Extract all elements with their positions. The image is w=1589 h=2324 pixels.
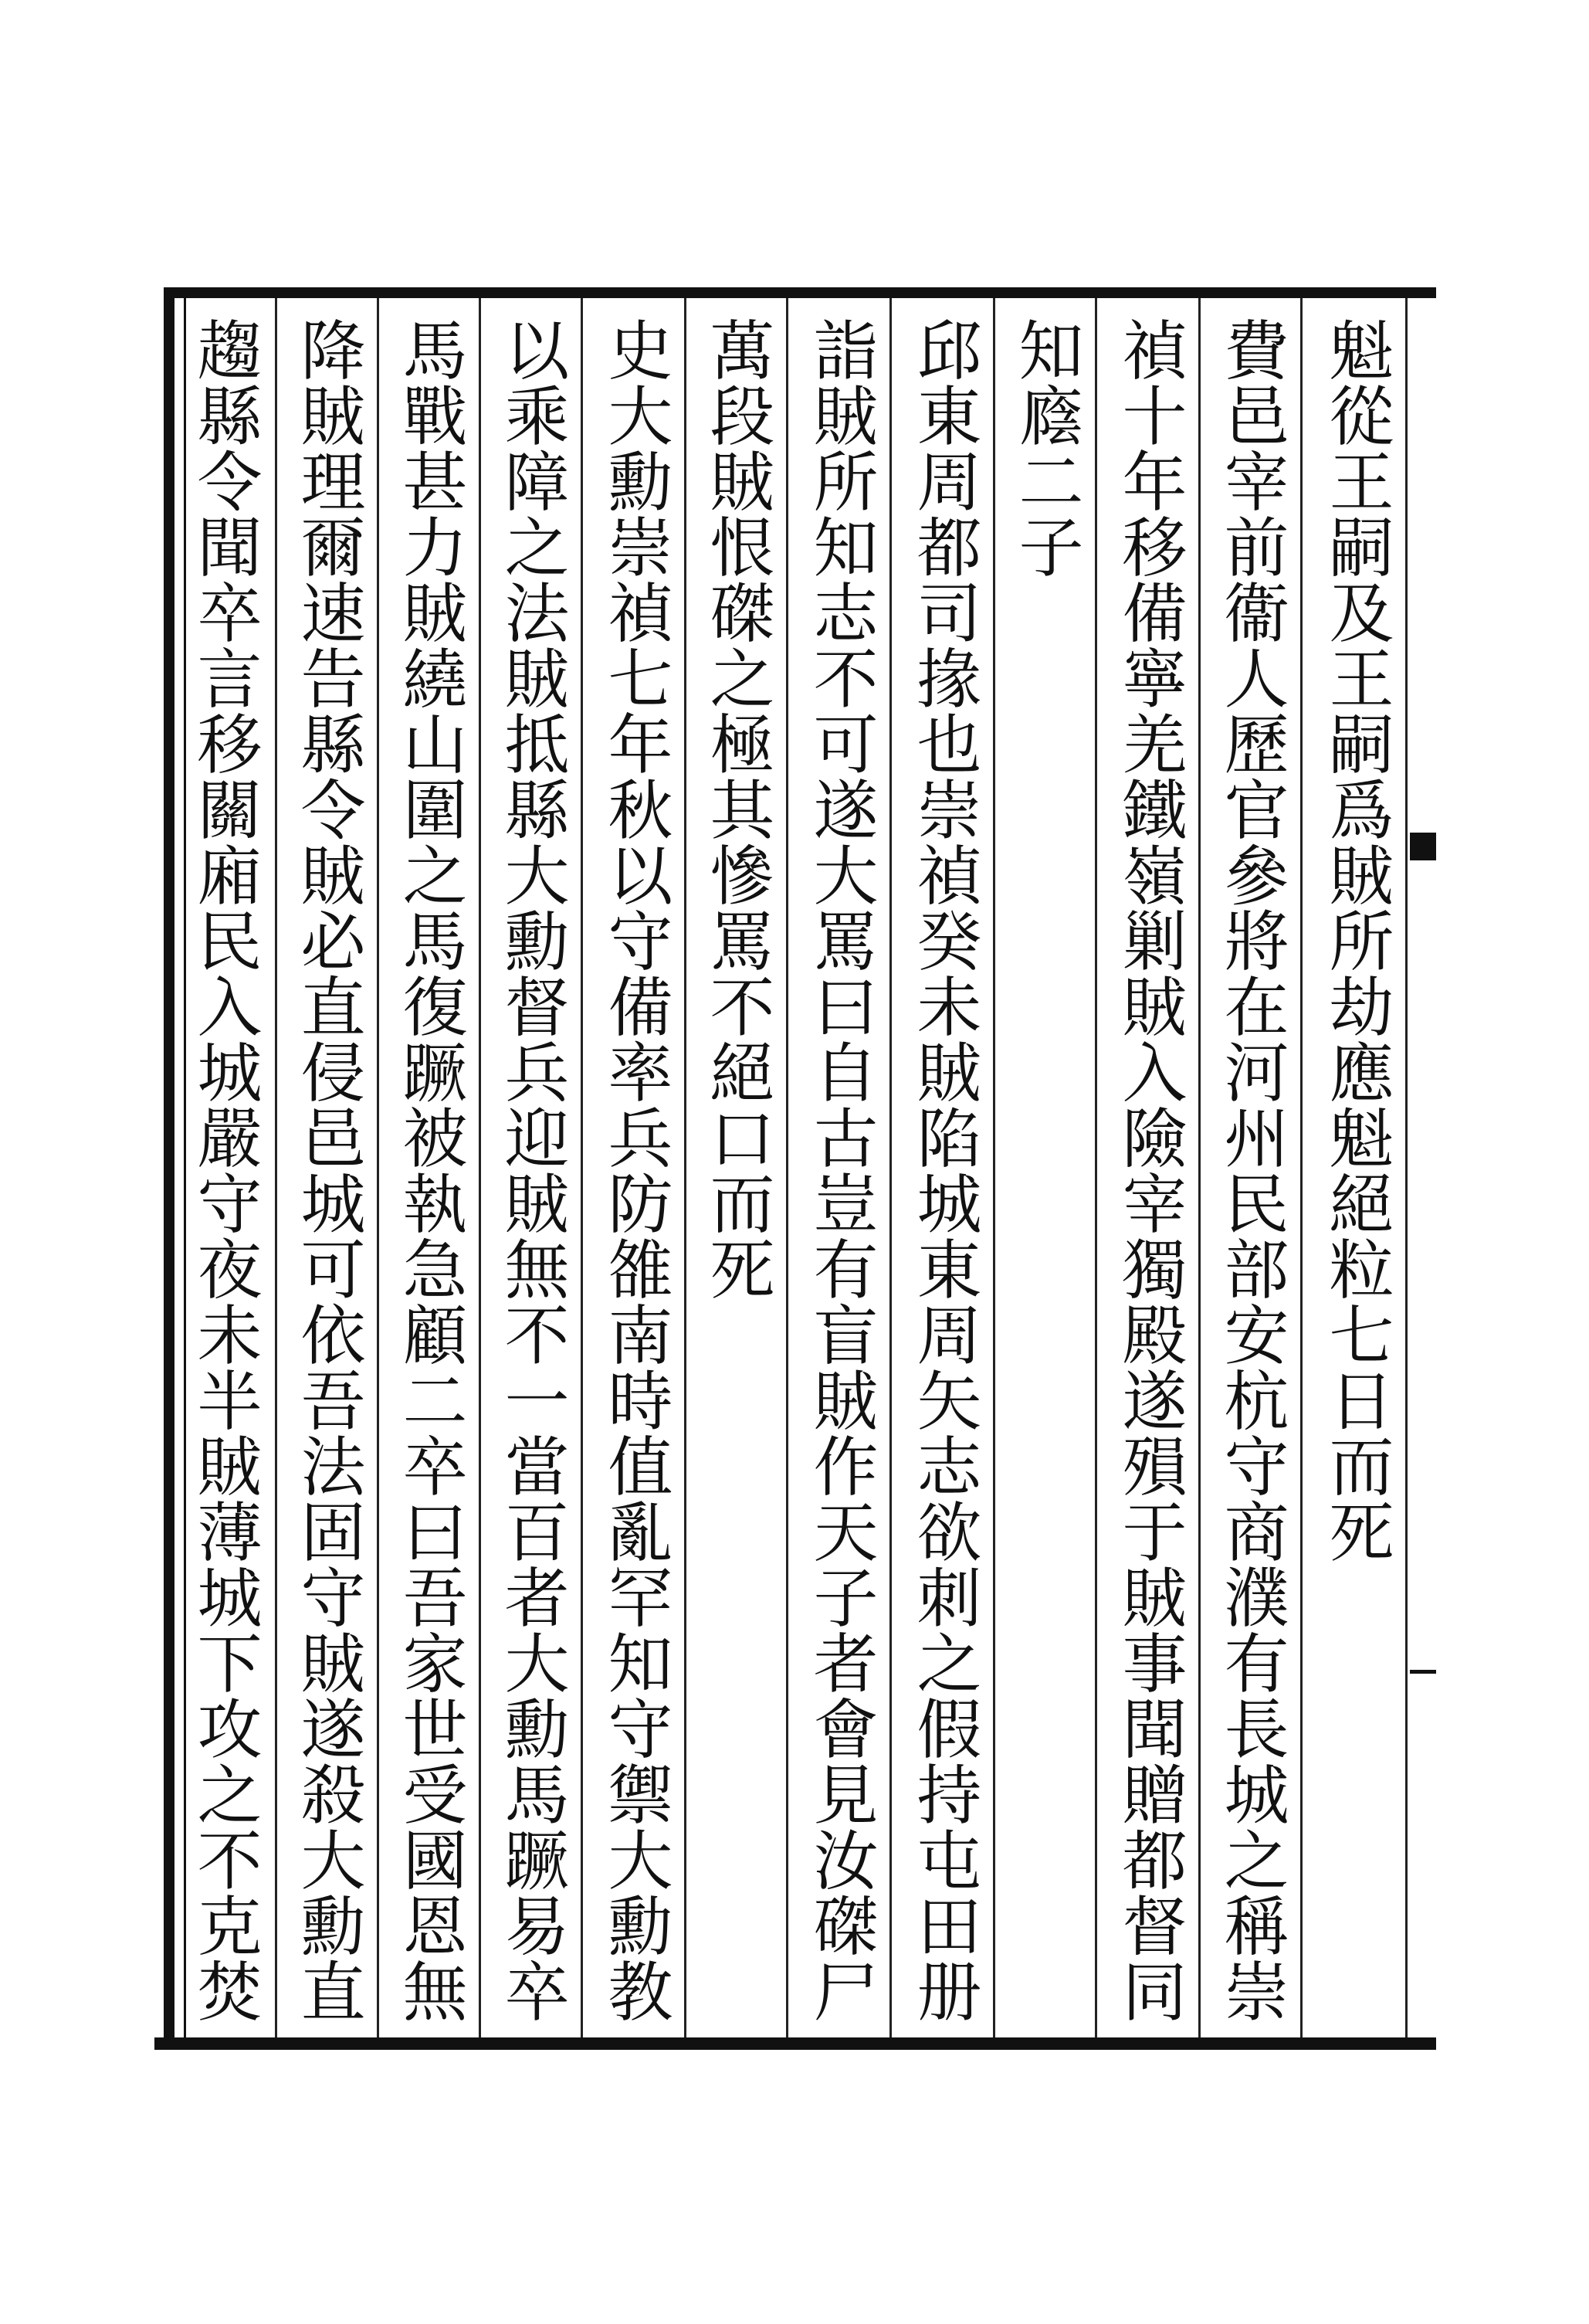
edge-mark-fishtail [1410,833,1436,860]
text-column-2: 費邑宰前衞人歷官參將在河州民部安杭守商濮有長城之稱崇 [1214,317,1289,2024]
column-rule [889,298,892,2037]
column-rule [1095,298,1097,2037]
frame-left-border [164,287,174,2050]
text-column-5: 邱東周都司掾也崇禎癸未賊陷城東周矢志欲刺之假持屯田册 [906,317,982,2024]
text-column-3: 禎十年移備寧羌鐵嶺剿賊入險宰獨殿遂殞于賊事聞贈都督同 [1112,317,1188,2024]
column-rule [581,298,583,2037]
column-rule [1300,298,1303,2037]
text-column-10: 馬戰甚力賊繞山圍之馬復蹶被執急顧二卒曰吾家世受國恩無 [392,317,468,2024]
frame-top-border [164,287,1436,298]
column-rule [377,298,379,2037]
text-column-4: 知廕二子 [1008,317,1084,579]
edge-mark-line [1410,1670,1436,1674]
column-rule [993,298,995,2037]
text-column-9: 以乘障之法賊抵縣大勳督兵迎賊無不一當百者大勳馬蹶易卒 [494,317,570,2024]
column-rule [479,298,481,2037]
text-column-12: 趨縣令聞卒言移關廂民入城嚴守夜未半賊薄城下攻之不克焚 [187,317,263,2024]
text-column-1: 魁從王嗣及王嗣爲賊所劫應魁絕粒七日而死 [1319,317,1394,1564]
column-rule [786,298,788,2037]
column-rule [1405,298,1408,2037]
column-rule [684,298,686,2037]
text-column-7: 萬段賊恨磔之極其慘罵不絕口而死 [700,317,775,1301]
text-column-11: 降賊理爾速告縣令賊必直侵邑城可依吾法固守賊遂殺大勳直 [290,317,366,2024]
frame-bottom-border [154,2037,1436,2050]
text-column-6: 詣賊所知志不可遂大罵曰自古豈有盲賊作天子者會見汝磔尸 [803,317,879,2024]
column-rule [275,298,277,2037]
column-rule [1198,298,1201,2037]
text-column-8: 史大勳崇禎七年秋以守備率兵防雒南時值亂罕知守禦大勳教 [598,317,673,2024]
